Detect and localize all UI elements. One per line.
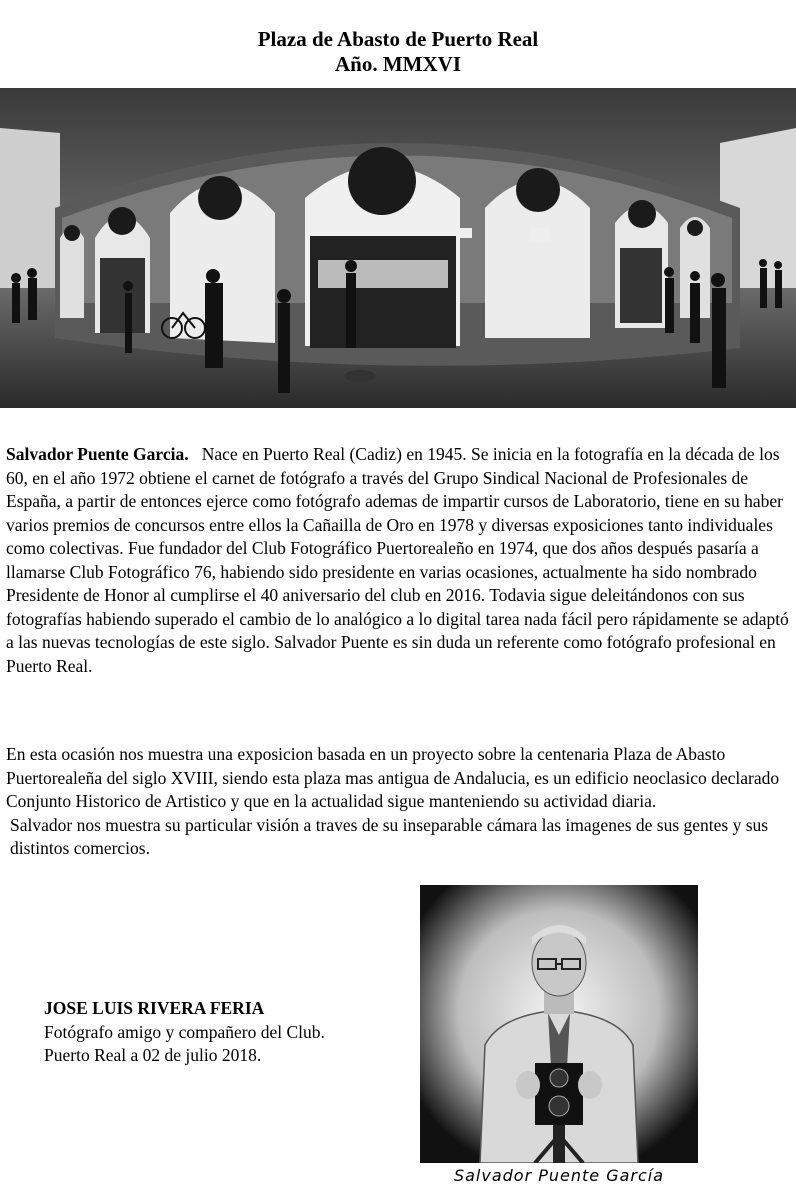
biography-text: Nace en Puerto Real (Cadiz) en 1945. Se inicia en la fotografía en la década de los 60, en el año 1972 obtiene el carnet de fotógrafo a través del Grupo Sindical Nacional de Profesionales de España, a partir de entonces ejerce como fotógrafo ademas de impartir cursos de Laboratorio, tiene en su haber varios premios de concursos entre ellos la Cañailla de Oro en 1978 y diversas exposiciones tanto individuales como colectivas. Fue fundador del Club Fotográfico Puertorealeño en 1974, que dos años después pasaría a llamarse Club Fotográfico 76, habiendo sido presidente en varias ocasiones, actualmente ha sido nombrado Presidente de Honor al cumplirse el 40 aniversario del club en 2016. Todavia sigue deleitándonos con sus fotografías habiendo superado el cambio de lo analógico a lo digital tarea nada fácil pero rápidamente se adaptó a las nuevas tecnologías de este siglo. Salvador Puente es sin duda un referente como fotógrafo profesional en Puerto Real. bbox=[6, 444, 789, 676]
biography-paragraph bbox=[6, 443, 792, 678]
market-building-illustration bbox=[0, 88, 796, 408]
page-subtitle: Año. MMXVI bbox=[335, 52, 461, 76]
market-panorama-photo bbox=[0, 88, 796, 408]
biography-name: Salvador Puente Garcia. bbox=[6, 444, 189, 464]
signature-role: Fotógrafo amigo y compañero del Club. bbox=[44, 1021, 325, 1042]
exhibition-section bbox=[6, 743, 792, 861]
exhibition-paragraph-1: En esta ocasión nos muestra una exposicion basada en un proyecto sobre la centenaria Plaza de Abasto Puertorealeña del siglo XVIII, siendo esta plaza mas antigua de Andalucia, es un edificio neoclasico declarado Conjunto Historico de Artistico y que en la actualidad sigue manteniendo su actividad diaria. bbox=[6, 744, 780, 811]
photographer-portrait-illustration bbox=[420, 885, 698, 1163]
signature-place-date: Puerto Real a 02 de julio 2018. bbox=[44, 1045, 262, 1065]
portrait-photo bbox=[420, 885, 698, 1163]
signature-author: JOSE LUIS RIVERA FERIA bbox=[44, 998, 265, 1018]
page-title: Plaza de Abasto de Puerto Real bbox=[257, 27, 539, 51]
signature-block bbox=[44, 997, 325, 1068]
exhibition-paragraph-2: Salvador nos muestra su particular visión a traves de su inseparable cámara las imagenes de sus gentes y sus distintos comercios. bbox=[10, 814, 769, 858]
portrait-caption: Salvador Puente García bbox=[453, 1166, 665, 1185]
